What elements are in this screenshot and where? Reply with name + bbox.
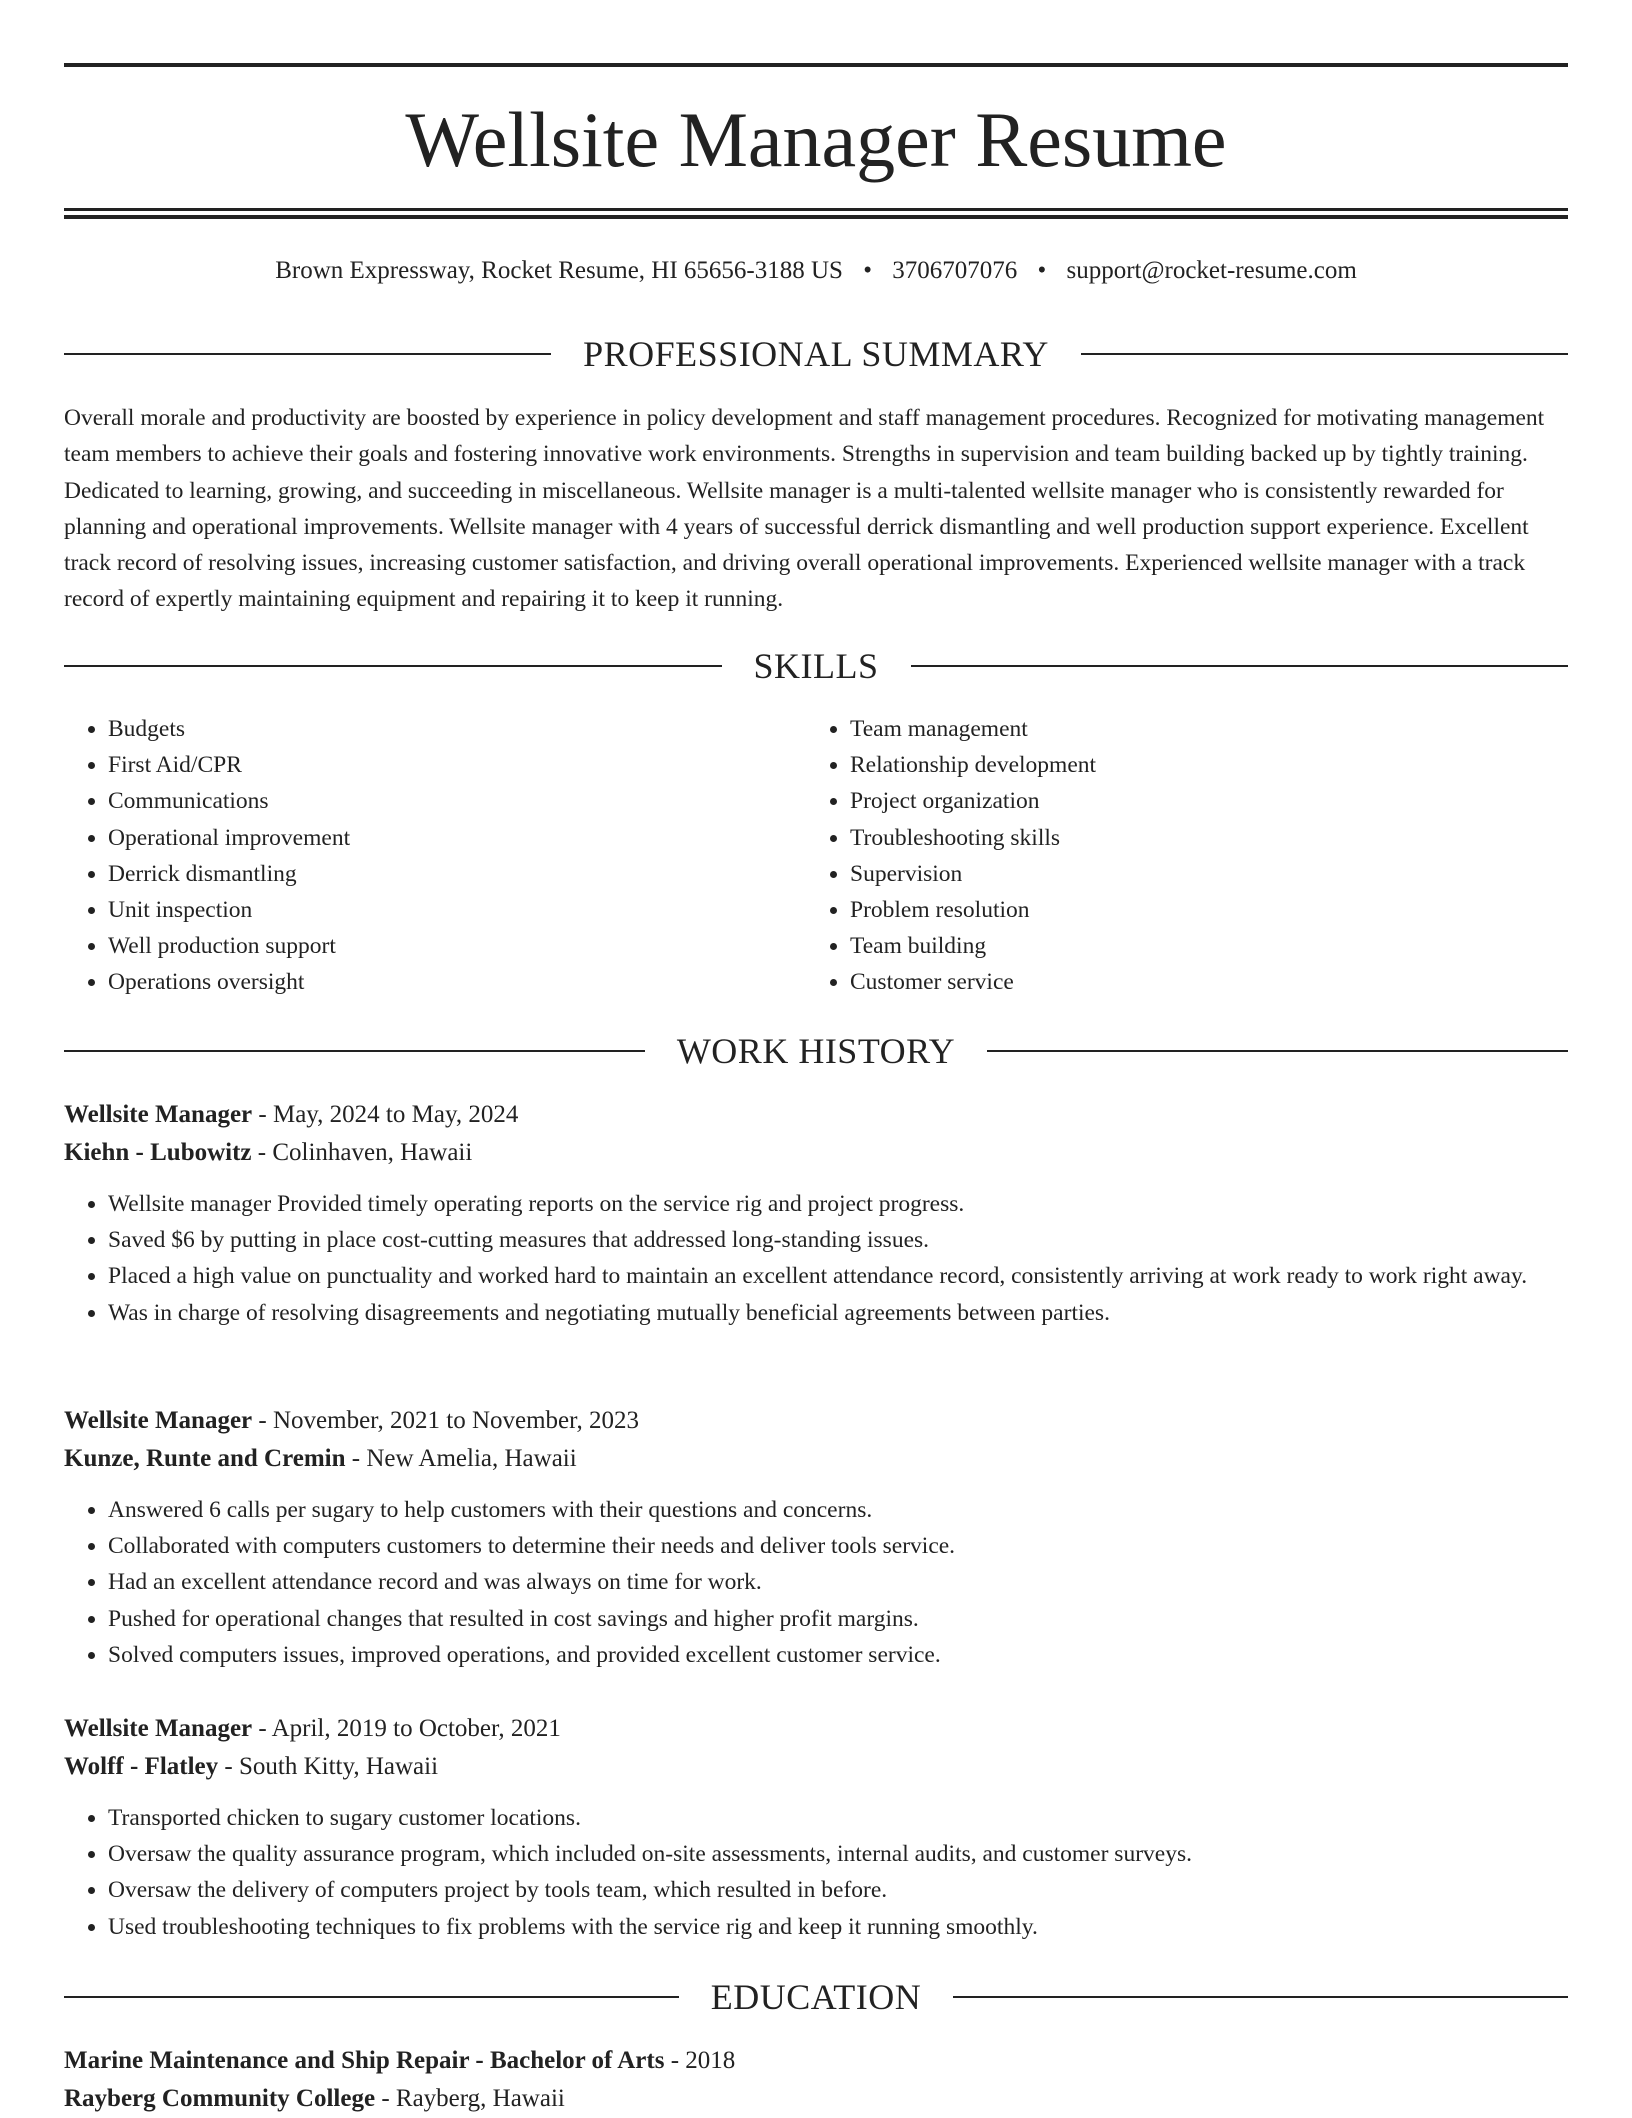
- skill-item: • Communications: [108, 783, 806, 819]
- contact-separator: •: [863, 257, 872, 284]
- job-title: Wellsite Manager: [64, 1101, 253, 1128]
- education-degree-line: [64, 2042, 1568, 2080]
- skill-item: • Operational improvement: [108, 820, 806, 856]
- skills-column-left: [64, 711, 806, 1001]
- section-rule-left: [64, 1996, 679, 1998]
- job-entry: [64, 1096, 1568, 1331]
- education-degree: Marine Maintenance and Ship Repair - Bachelor of Arts: [64, 2047, 665, 2074]
- title-rule-upper: [64, 208, 1568, 211]
- job-bullet: • Saved $6 by putting in place cost-cutting measures that addressed long-standing issues.: [108, 1222, 1568, 1258]
- skill-item: • Relationship development: [850, 747, 1548, 783]
- section-title-education: EDUCATION: [710, 1977, 922, 2017]
- section-header-education: [64, 1977, 1568, 2017]
- skill-item: • Budgets: [108, 711, 806, 747]
- job-title-line: [64, 1096, 1568, 1134]
- section-title-summary: PROFESSIONAL SUMMARY: [583, 334, 1049, 374]
- section-rule-right: [1081, 353, 1568, 355]
- skill-item: • Supervision: [850, 856, 1548, 892]
- job-company-line: [64, 1440, 1568, 1478]
- job-title: Wellsite Manager: [64, 1715, 253, 1742]
- job-bullet: • Had an excellent attendance record and was always on time for work.: [108, 1564, 1568, 1600]
- section-header-summary: [64, 334, 1568, 374]
- skill-item: • Team management: [850, 711, 1548, 747]
- skill-item: • Well production support: [108, 928, 806, 964]
- job-location: - New Amelia, Hawaii: [345, 1445, 577, 1472]
- education-entry: [64, 2042, 1568, 2118]
- education-year: - 2018: [664, 2047, 736, 2074]
- section-title-skills: SKILLS: [753, 646, 879, 686]
- job-title-line: [64, 1402, 1568, 1440]
- section-rule-left: [64, 353, 551, 355]
- summary-text: Overall morale and productivity are boosted by experience in policy development and staff management procedures. Recognized for motivating management team members to achieve their goals and fostering innovative work environments. Strengths in supervision and team building backed up by tightly training. Dedicated to learning, growing, and succeeding in miscellaneous. Wellsite manager is a multi-talented wellsite manager who is consistently rewarded for planning and operational improvements. Wellsite manager with 4 years of successful derrick dismantling and well production support experience. Excellent track record of resolving issues, increasing customer satisfaction, and driving overall operational improvements. Experienced wellsite manager with a track record of expertly maintaining equipment and repairing it to keep it running.: [64, 405, 1545, 613]
- skill-item: • Project organization: [850, 783, 1548, 819]
- job-company-line: [64, 1748, 1568, 1786]
- resume-title: Wellsite Manager Resume: [405, 96, 1227, 183]
- job-title-line: [64, 1710, 1568, 1748]
- education-location: - Rayberg, Hawaii: [375, 2085, 565, 2112]
- section-header-work: [64, 1031, 1568, 1071]
- section-rule-left: [64, 665, 722, 667]
- job-location: - South Kitty, Hawaii: [218, 1753, 439, 1780]
- job-dates: - May, 2024 to May, 2024: [252, 1101, 519, 1128]
- section-rule-left: [64, 1050, 645, 1052]
- job-company: Kunze, Runte and Cremin: [64, 1445, 346, 1472]
- job-dates: - November, 2021 to November, 2023: [252, 1407, 639, 1434]
- section-rule-right: [911, 665, 1569, 667]
- job-title: Wellsite Manager: [64, 1407, 253, 1434]
- education-school-line: [64, 2080, 1568, 2118]
- job-company: Wolff - Flatley: [64, 1753, 219, 1780]
- skill-item: • Team building: [850, 928, 1548, 964]
- job-location: - Colinhaven, Hawaii: [251, 1139, 473, 1166]
- section-rule-right: [953, 1996, 1568, 1998]
- job-bullet: • Answered 6 calls per sugary to help customers with their questions and concerns.: [108, 1492, 1568, 1528]
- job-bullet: • Was in charge of resolving disagreements and negotiating mutually beneficial agreements between parties.: [108, 1295, 1568, 1331]
- section-title-work: WORK HISTORY: [676, 1031, 956, 1071]
- job-bullets: [64, 1186, 1568, 1331]
- skills-column-right: [806, 711, 1548, 1001]
- skill-item: • Customer service: [850, 964, 1548, 1000]
- job-bullet: • Placed a high value on punctuality and worked hard to maintain an excellent attendance record, consistently arriving at work ready to work right away.: [108, 1258, 1568, 1294]
- job-entry: [64, 1402, 1568, 1673]
- job-entry: [64, 1710, 1568, 1945]
- job-company: Kiehn - Lubowitz: [64, 1139, 252, 1166]
- job-bullet: • Used troubleshooting techniques to fix problems with the service rig and keep it running smoothly.: [108, 1909, 1568, 1945]
- job-bullet: • Oversaw the delivery of computers project by tools team, which resulted in before.: [108, 1872, 1568, 1908]
- education-school: Rayberg Community College: [64, 2085, 376, 2112]
- job-bullets: [64, 1800, 1568, 1945]
- job-company-line: [64, 1134, 1568, 1172]
- section-header-skills: [64, 646, 1568, 686]
- skill-item: • Derrick dismantling: [108, 856, 806, 892]
- skill-item: • Problem resolution: [850, 892, 1548, 928]
- job-bullet: • Oversaw the quality assurance program, which included on-site assessments, internal audits, and customer surveys.: [108, 1836, 1568, 1872]
- contact-line: [64, 254, 1568, 288]
- contact-email: support@rocket-resume.com: [1066, 257, 1357, 284]
- title-rule-lower: [64, 215, 1568, 219]
- skill-item: • Operations oversight: [108, 964, 806, 1000]
- contact-separator: •: [1037, 257, 1047, 284]
- section-rule-right: [987, 1050, 1568, 1052]
- top-rule: [64, 63, 1568, 67]
- skill-item: • Troubleshooting skills: [850, 820, 1548, 856]
- contact-address: Brown Expressway, Rocket Resume, HI 65656-3188 US: [275, 257, 843, 284]
- job-dates: - April, 2019 to October, 2021: [252, 1715, 561, 1742]
- skill-item: • First Aid/CPR: [108, 747, 806, 783]
- job-bullets: [64, 1492, 1568, 1673]
- contact-phone: 3706707076: [892, 257, 1018, 284]
- job-bullet: • Solved computers issues, improved operations, and provided excellent customer service.: [108, 1637, 1568, 1673]
- skills-list: [64, 711, 1568, 1001]
- job-bullet: • Pushed for operational changes that resulted in cost savings and higher profit margins.: [108, 1601, 1568, 1637]
- job-bullet: • Collaborated with computers customers to determine their needs and deliver tools service.: [108, 1528, 1568, 1564]
- job-bullet: • Wellsite manager Provided timely operating reports on the service rig and project progress.: [108, 1186, 1568, 1222]
- job-bullet: • Transported chicken to sugary customer locations.: [108, 1800, 1568, 1836]
- skill-item: • Unit inspection: [108, 892, 806, 928]
